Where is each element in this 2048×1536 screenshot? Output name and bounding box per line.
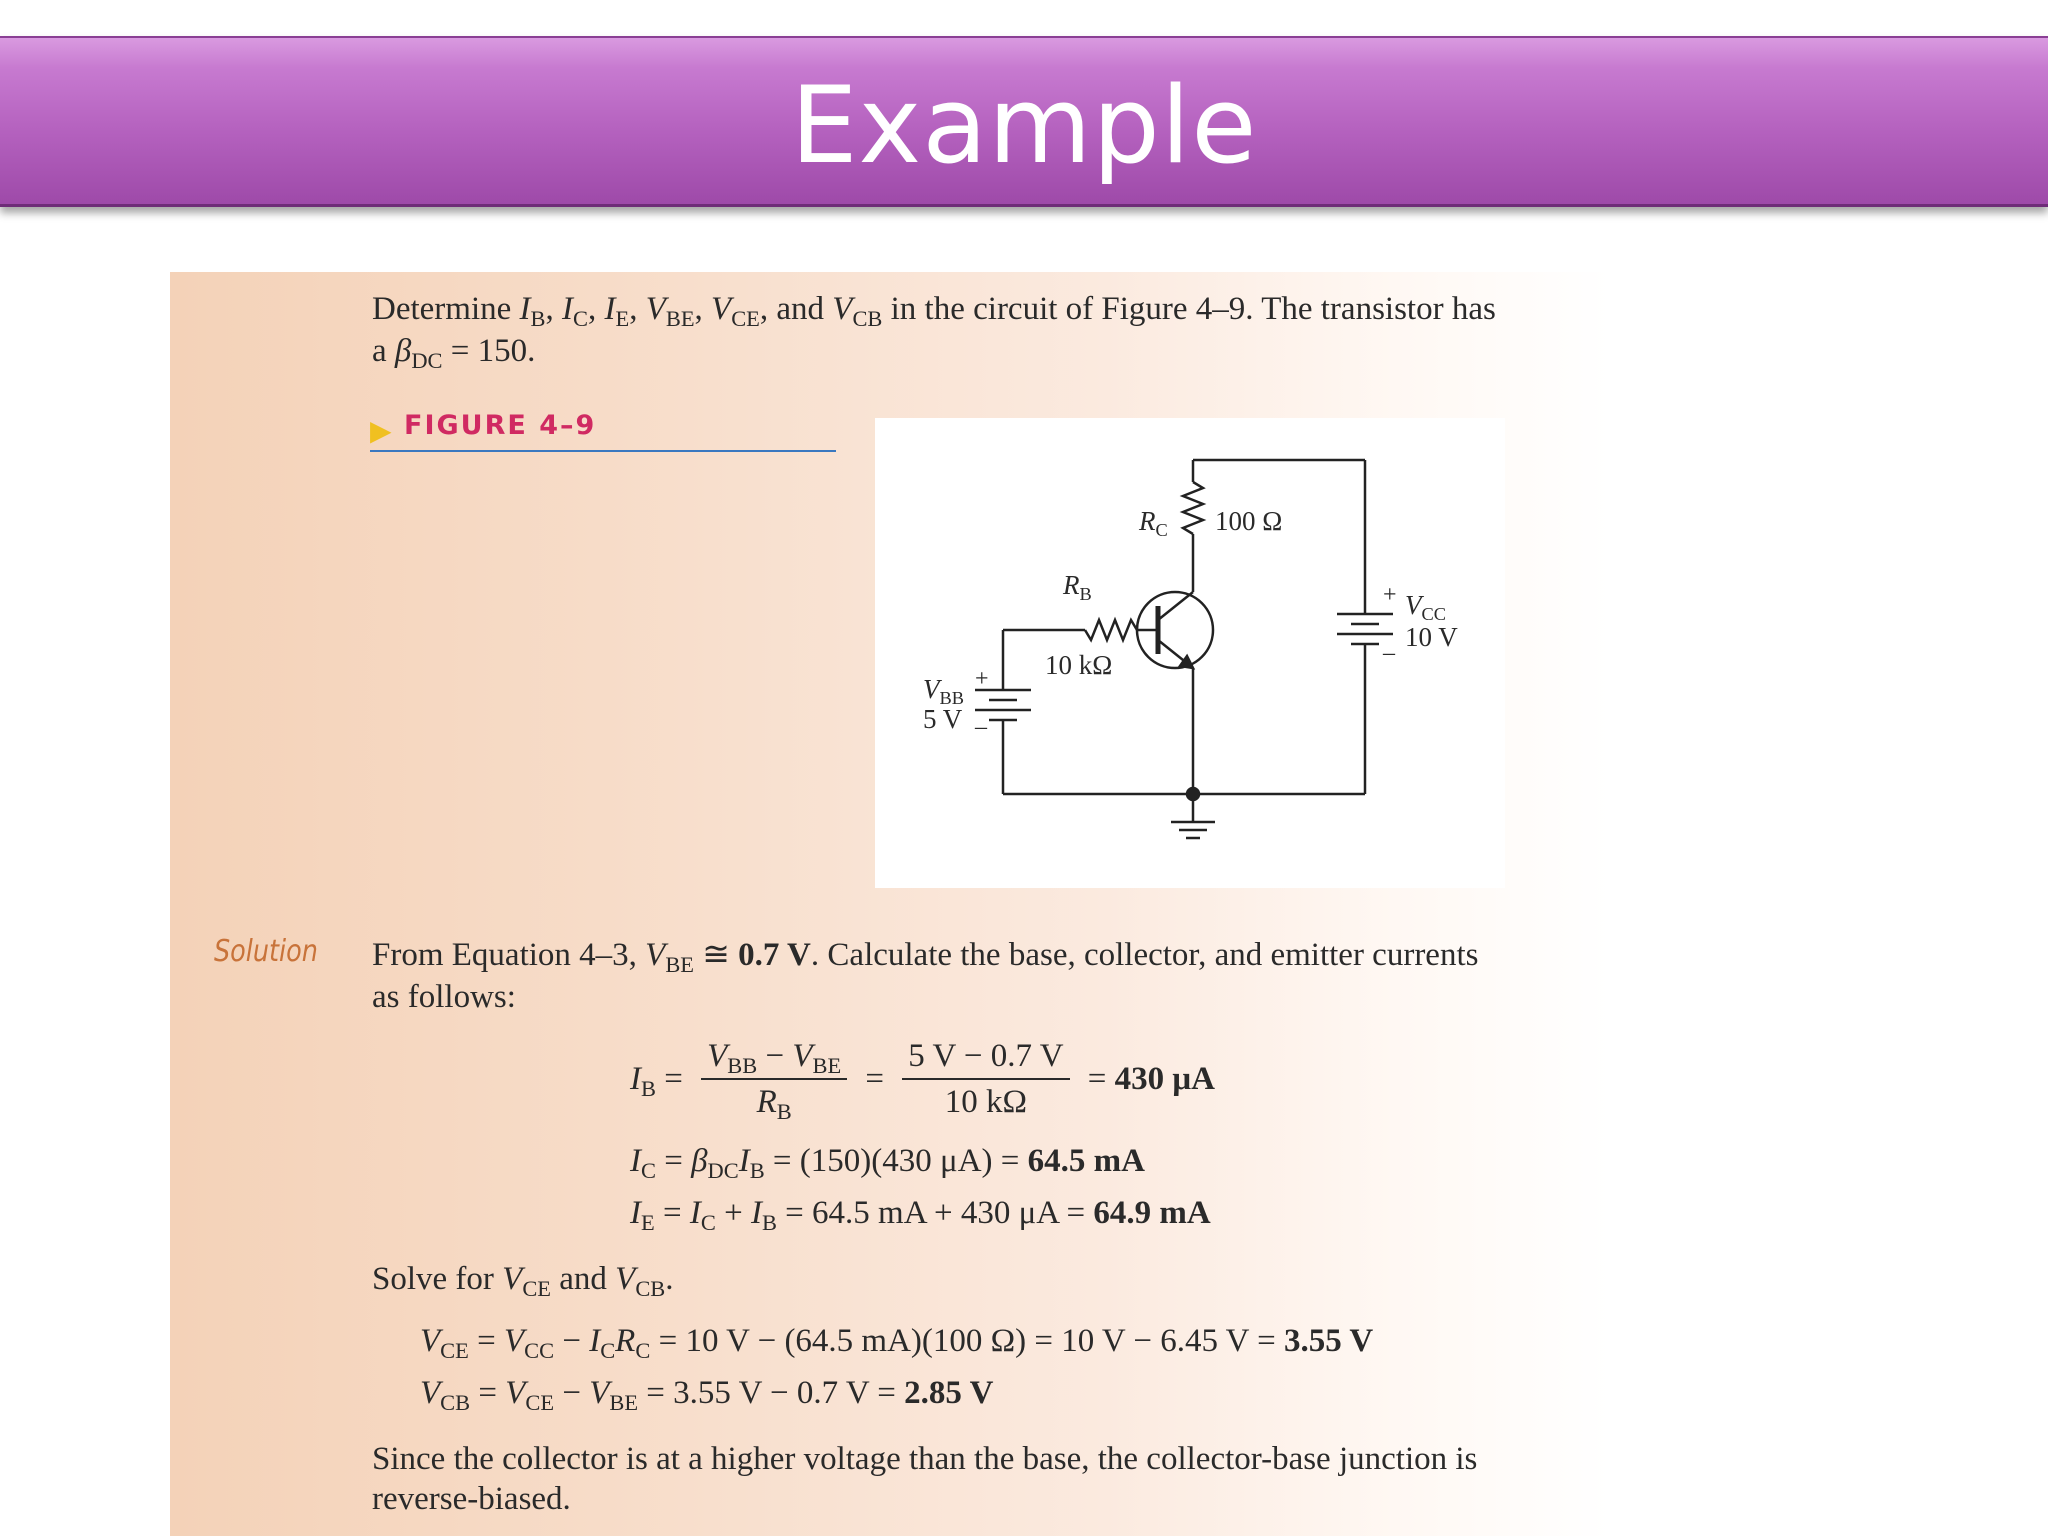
vcc-label: $V_{CC}$ <box>1405 590 1446 624</box>
vbb-value: 5 V <box>923 704 963 734</box>
slide-title: Example <box>790 64 1258 187</box>
vbb-label: $V_{BB}$ <box>923 674 964 708</box>
equation-vcb: $V_{CB} = V_{CE} - V_{BE} = 3.55$ V − 0.7 V = 2.85 V <box>420 1375 994 1416</box>
equation-ic: $I_C = \beta_{DC}I_B = (150)(430$ μA) = 64.5 mA <box>630 1143 1145 1184</box>
rc-value: 100 Ω <box>1215 506 1283 536</box>
figure-label: ▶ FIGURE 4–9 <box>370 410 836 452</box>
conclusion-line-1: Since the collector is at a higher voltage than the base, the collector-base junction is <box>372 1441 1478 1477</box>
solution-label: Solution <box>214 934 318 969</box>
vcc-minus: – <box>1383 640 1395 666</box>
vbb-minus: – <box>975 714 987 740</box>
rb-label: $R_B$ <box>1063 570 1092 604</box>
conclusion-line-2: reverse-biased. <box>372 1481 571 1517</box>
vcc-value: 10 V <box>1405 622 1458 652</box>
solution-intro-1: From Equation 4–3, $V_{BE}$ ≅ 0.7 V. Calculate the base, collector, and emitter currents <box>372 937 1479 978</box>
problem-line-2: a $\beta_{DC} = 150$. <box>372 333 536 374</box>
solve-line: Solve for $V_{CE}$ and $V_{CB}$. <box>372 1261 674 1302</box>
vcc-plus: + <box>1383 582 1397 608</box>
equation-ie: $I_E = I_C + I_B = 64.5$ mA + 430 μA = 64.9 mA <box>630 1195 1211 1236</box>
vbb-plus: + <box>975 666 989 692</box>
equation-vce: $V_{CE} = V_{CC} - I_CR_C = 10$ V − (64.5 mA)(100 Ω) = 10 V − 6.45 V = 3.55 V <box>420 1323 1374 1364</box>
triangle-marker-icon: ▶ <box>370 416 392 447</box>
rb-value: 10 kΩ <box>1045 650 1113 680</box>
rc-label: $R_C$ <box>1139 506 1168 540</box>
solution-intro-2: as follows: <box>372 979 516 1015</box>
title-banner <box>0 36 2048 207</box>
equation-ib: $I_B$ = $\frac{V_{BB} - V_{BE}}{R_B}$ = $\frac{5 V - 0.7 V}{10 k\Omega}$ = 430 μA <box>630 1038 1215 1125</box>
ground-icon <box>1171 794 1215 838</box>
resistor-rc-icon <box>1183 482 1203 534</box>
problem-line-1: Determine $I_B$, $I_C$, $I_E$, $V_{BE}$, $V_{CE}$, and $V_{CB}$ in the circuit of Figure 4–9. The transistor has <box>372 291 1496 332</box>
resistor-rb-icon <box>1085 620 1137 640</box>
circuit-figure <box>875 418 1505 888</box>
